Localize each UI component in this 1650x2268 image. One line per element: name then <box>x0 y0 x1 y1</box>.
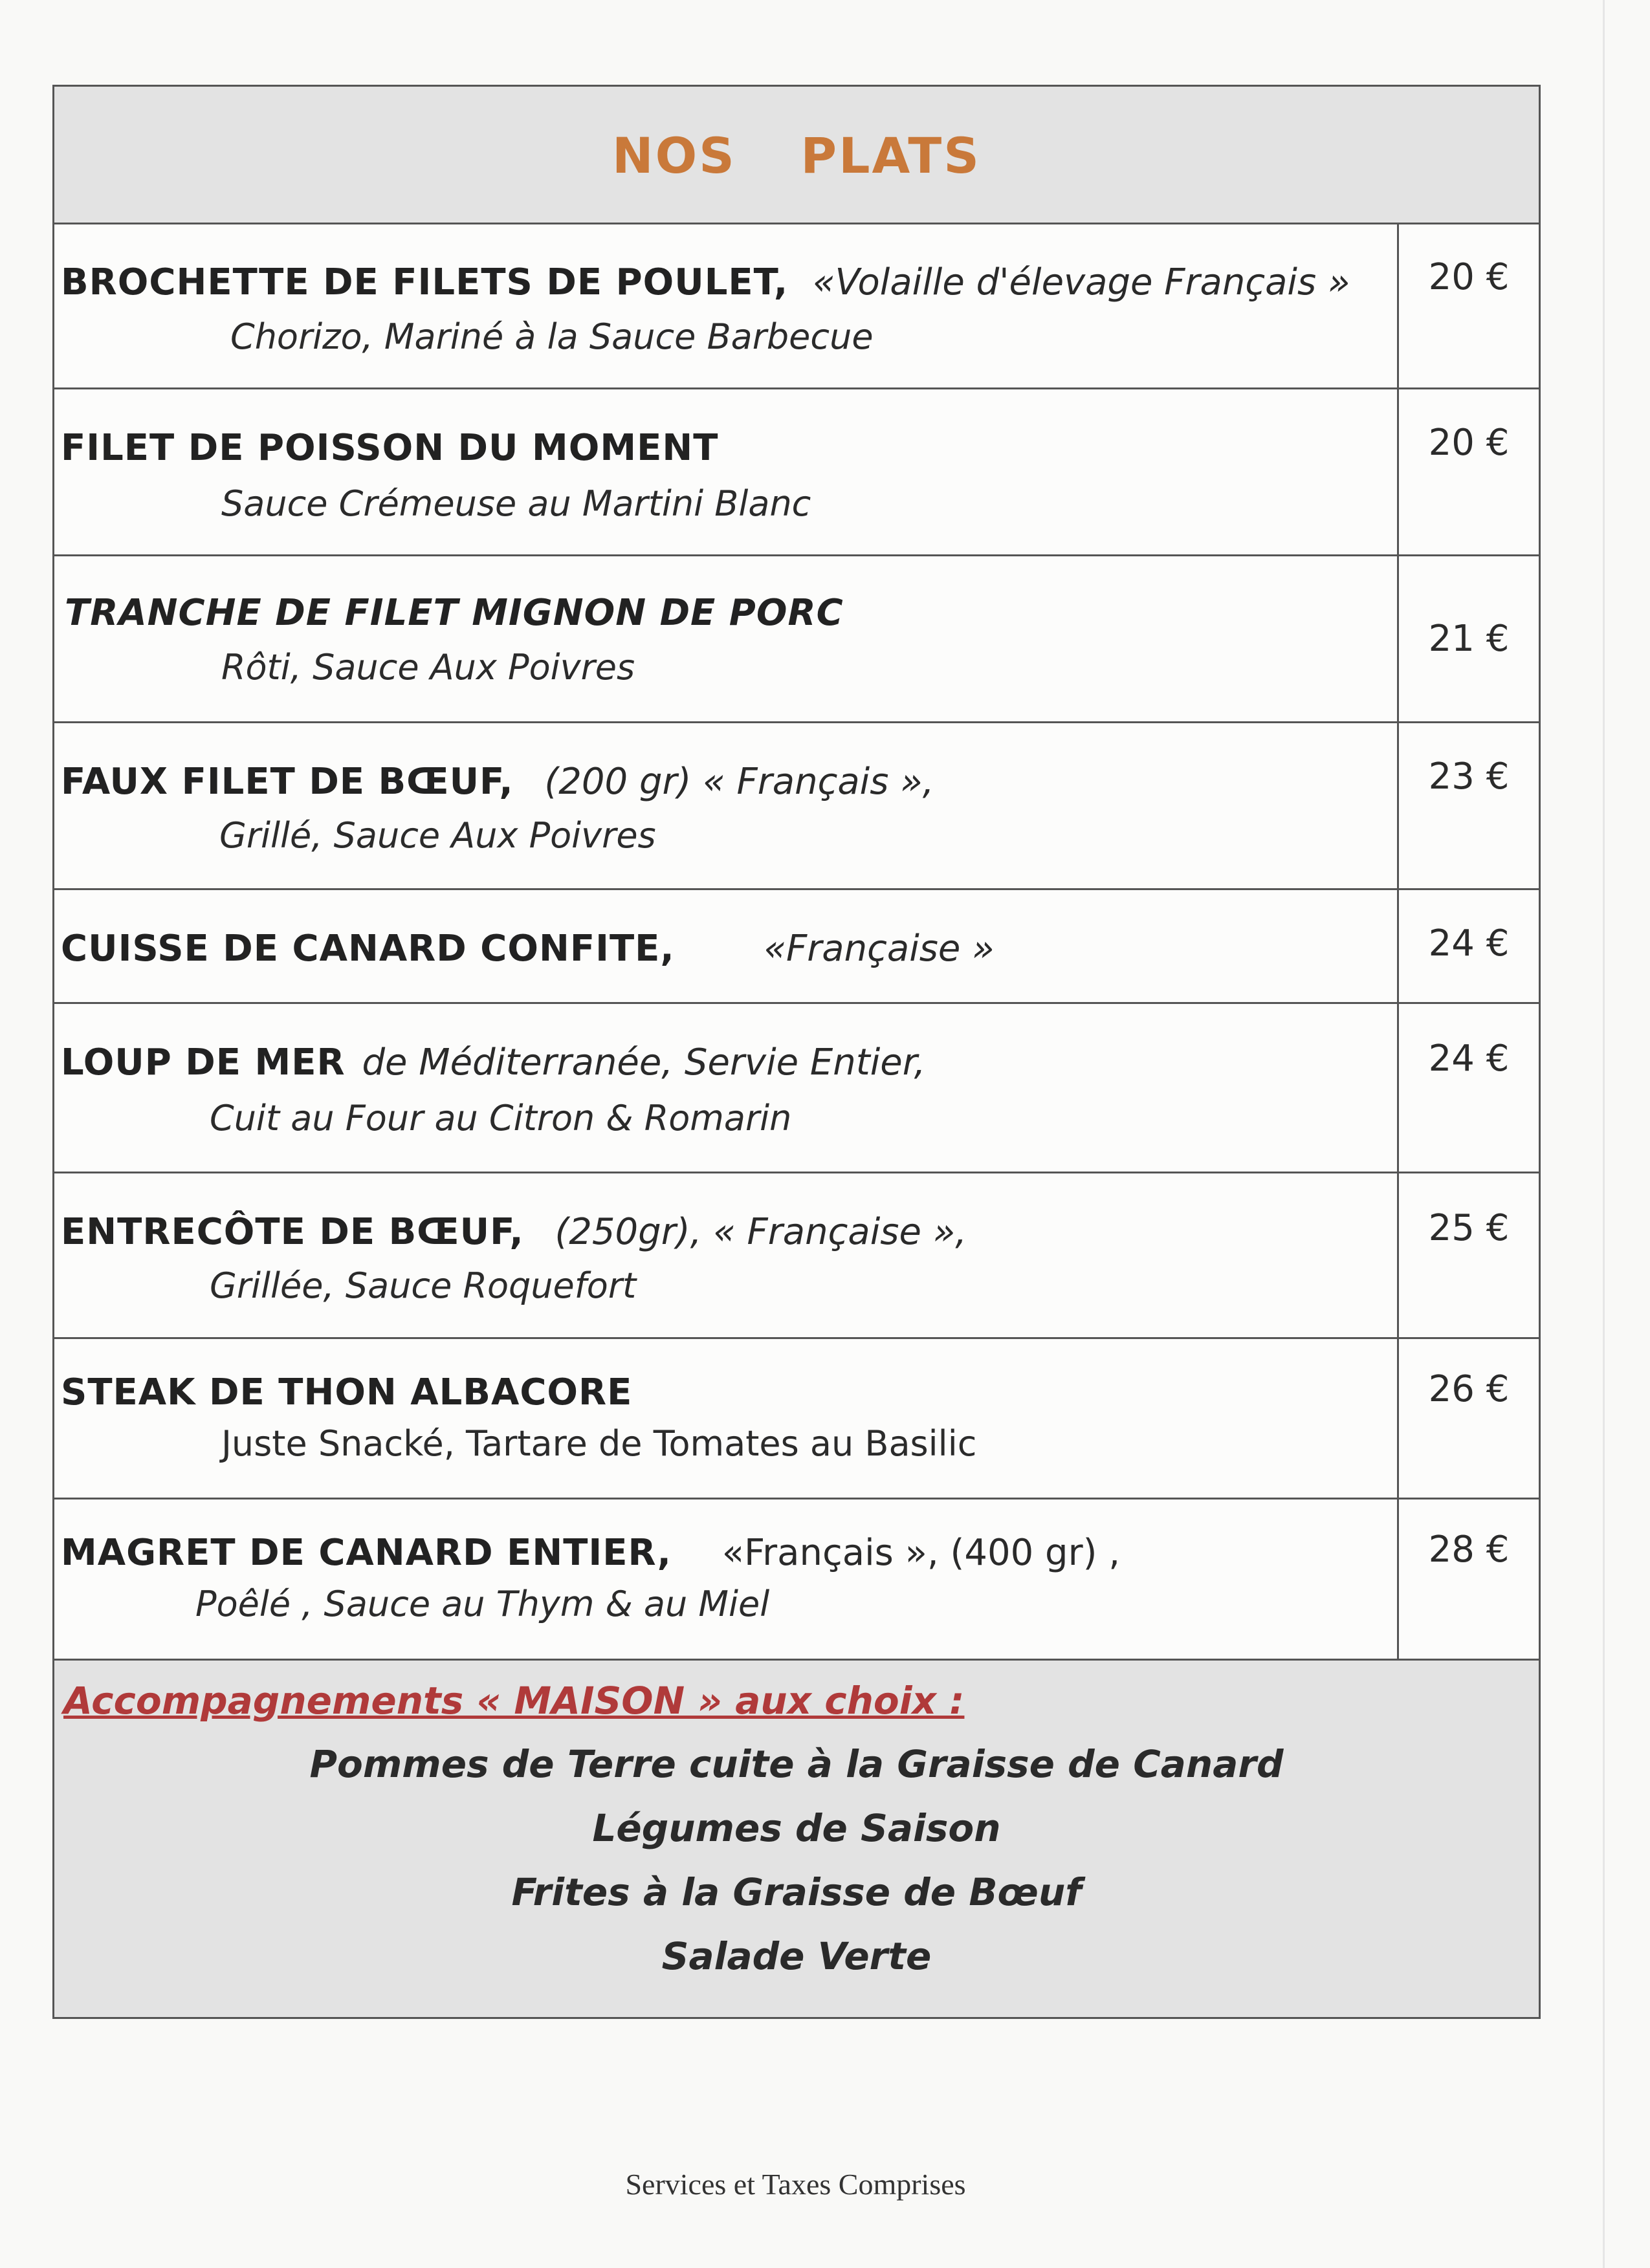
dish-price: 28 € <box>1428 1529 1510 1571</box>
dish-note: de Méditerranée, Servie Entier, <box>362 1041 926 1084</box>
side-item: Salade Verte <box>661 1934 932 1978</box>
sides-section <box>54 1661 1539 2017</box>
dish-price: 24 € <box>1428 922 1510 965</box>
dish-row <box>54 1499 1539 1661</box>
dish-name: FILET DE POISSON DU MOMENT <box>61 427 719 469</box>
dish-description: Sauce Crémeuse au Martini Blanc <box>221 483 811 524</box>
dish-row <box>54 1173 1539 1339</box>
dish-description: Grillée, Sauce Roquefort <box>210 1265 637 1306</box>
page-edge <box>1603 0 1605 2268</box>
dish-price: 26 € <box>1428 1368 1510 1410</box>
column-divider <box>1397 389 1399 554</box>
side-item: Légumes de Saison <box>592 1806 1001 1850</box>
dish-price: 20 € <box>1428 256 1510 298</box>
dish-heading <box>61 761 934 803</box>
dish-heading <box>61 261 1350 303</box>
dish-note: «Française » <box>764 928 995 970</box>
dish-heading <box>61 427 718 469</box>
dish-heading <box>61 1211 967 1253</box>
sides-heading: Accompagnements « MAISON » aux choix : <box>63 1679 965 1723</box>
dish-heading <box>65 592 844 634</box>
dish-row <box>54 1004 1539 1173</box>
dish-price: 25 € <box>1428 1207 1510 1249</box>
dish-description: Poêlé , Sauce au Thym & au Miel <box>195 1584 770 1624</box>
dish-name: BROCHETTE DE FILETS DE POULET, <box>61 261 789 303</box>
dish-heading <box>61 1532 1120 1574</box>
dish-name: CUISSE DE CANARD CONFITE, <box>61 928 675 970</box>
dish-price: 20 € <box>1428 422 1510 464</box>
dish-price: 21 € <box>1428 618 1510 660</box>
dish-description: Cuit au Four au Citron & Romarin <box>210 1098 792 1139</box>
dish-row <box>54 723 1539 890</box>
menu-table <box>52 85 1541 2019</box>
dish-name: ENTRECÔTE DE BŒUF, <box>61 1211 524 1253</box>
dish-heading <box>61 1041 925 1084</box>
dish-description: Juste Snacké, Tartare de Tomates au Basilic <box>221 1423 977 1464</box>
dish-name: FAUX FILET DE BŒUF, <box>61 761 514 803</box>
column-divider <box>1397 1004 1399 1172</box>
menu-title: NOS PLATS <box>611 127 982 184</box>
dish-price: 24 € <box>1428 1038 1510 1080</box>
dish-name: MAGRET DE CANARD ENTIER, <box>61 1532 672 1574</box>
dish-description: Rôti, Sauce Aux Poivres <box>221 647 635 688</box>
dish-description: Chorizo, Mariné à la Sauce Barbecue <box>230 316 874 357</box>
column-divider <box>1397 1173 1399 1337</box>
dish-heading <box>61 1371 632 1413</box>
dish-description: Grillé, Sauce Aux Poivres <box>219 815 656 856</box>
column-divider <box>1397 1499 1399 1659</box>
dish-note: «Volaille d'élevage Français » <box>812 261 1350 303</box>
dish-name: TRANCHE DE FILET MIGNON DE PORC <box>65 592 844 634</box>
dish-row <box>54 1339 1539 1499</box>
dish-note: (200 gr) « Français », <box>544 761 934 803</box>
dish-row <box>54 556 1539 723</box>
dish-note: (250gr), « Française », <box>555 1211 967 1253</box>
dish-name: LOUP DE MER <box>61 1041 346 1084</box>
dish-row <box>54 890 1539 1004</box>
dish-heading <box>61 928 995 970</box>
dish-price: 23 € <box>1428 756 1510 798</box>
dish-row <box>54 223 1539 389</box>
title-band <box>54 87 1539 224</box>
column-divider <box>1397 723 1399 888</box>
dish-row <box>54 389 1539 556</box>
side-item: Frites à la Graisse de Bœuf <box>511 1870 1082 1914</box>
column-divider <box>1397 1339 1399 1498</box>
dish-note: «Français », (400 gr) , <box>721 1532 1121 1574</box>
footer-note: Services et Taxes Comprises <box>625 2168 966 2201</box>
column-divider <box>1397 223 1399 387</box>
dish-name: STEAK DE THON ALBACORE <box>61 1371 633 1413</box>
side-item: Pommes de Terre cuite à la Graisse de Canard <box>309 1742 1284 1786</box>
